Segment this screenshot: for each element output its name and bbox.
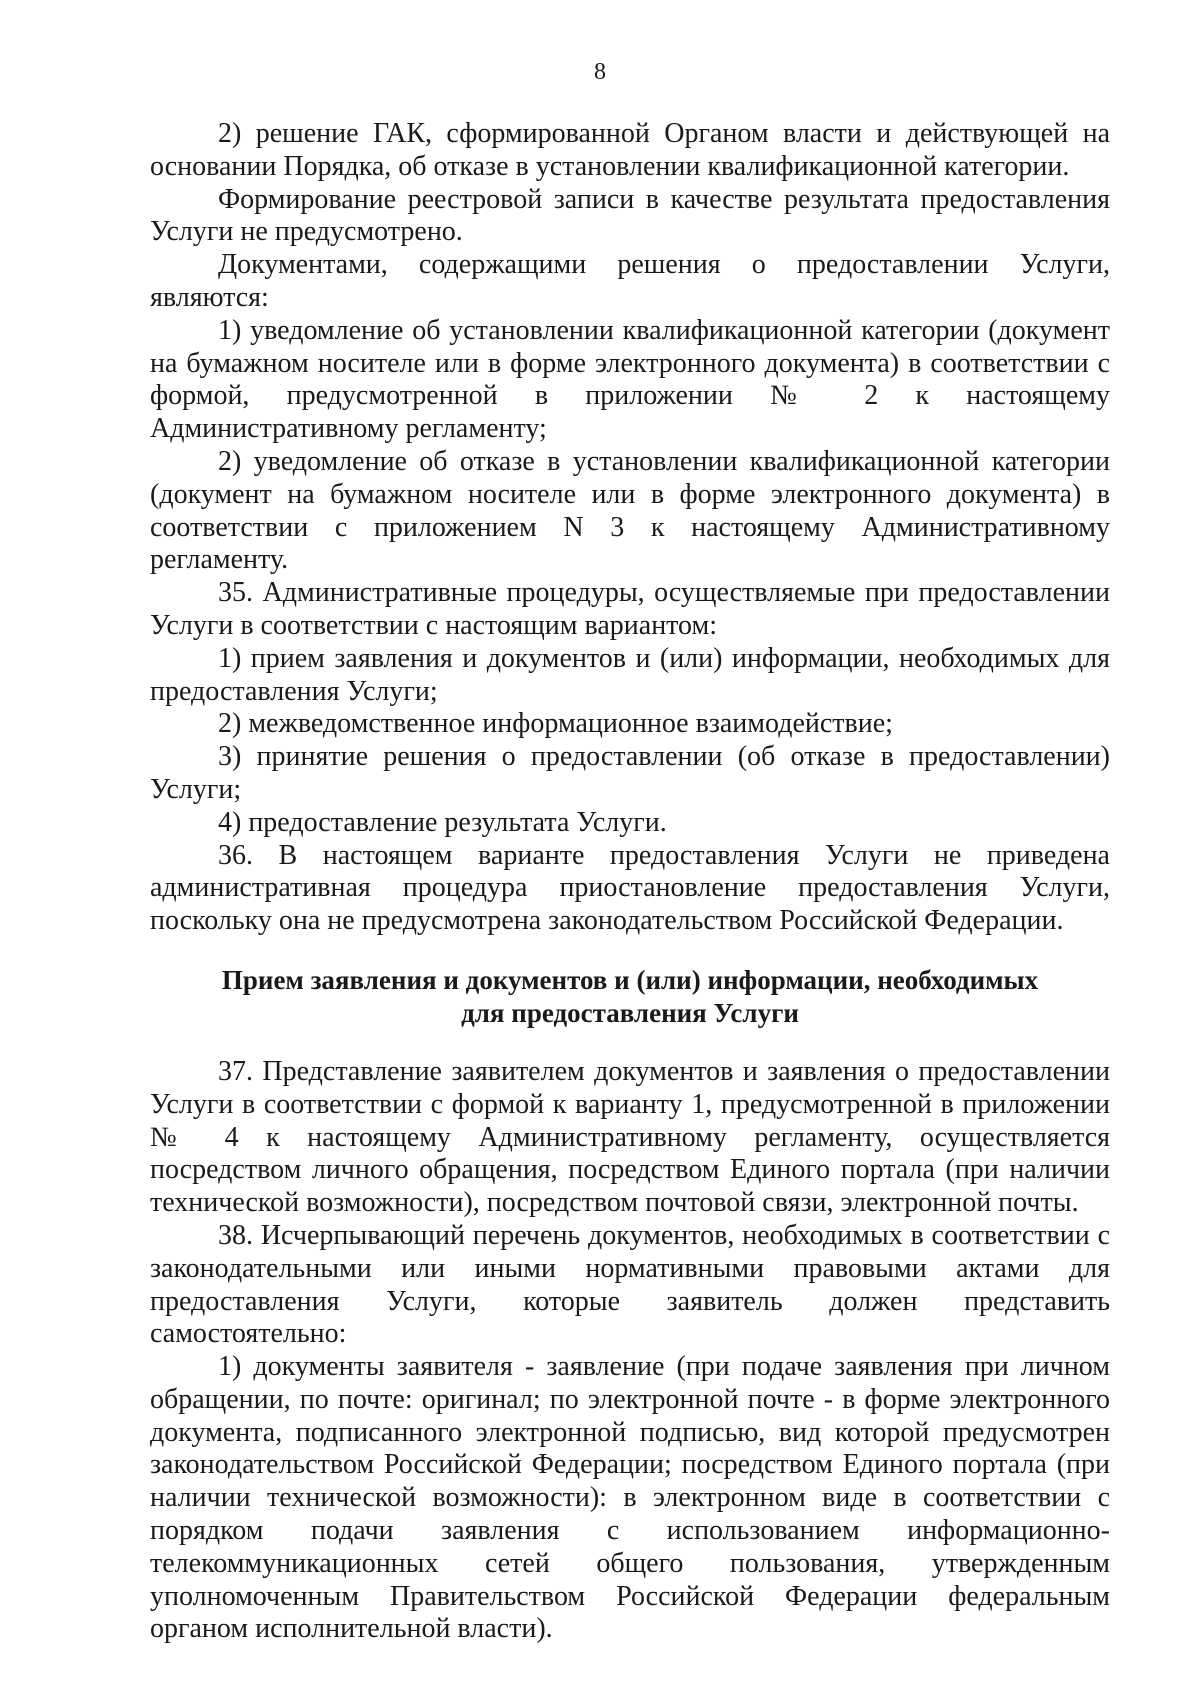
paragraph-procedure-3: 3) принятие решения о предоставлении (об отказе в предоставлении) Услуги; xyxy=(150,741,1110,805)
paragraph-applicant-documents: 1) документы заявителя - заявление (при подаче заявления при личном обращении, по почте: оригинал; по электронной почте - в форме электронного документа, подписанного электронной подписью, вид которой предусмотрен законодательством Российской Федерации; посредством Единого портала (при наличии технической возможности): в электронном виде в соответствии с порядком подачи заявления с использованием информационно-телекоммуникационных сетей общего пользования, утвержденным уполномоченным Правительством Российской Федерации федеральным органом исполнительной власти). xyxy=(150,1351,1110,1645)
paragraph-notice-established: 1) уведомление об установлении квалификационной категории (документ на бумажном носителе или в форме электронного документа) в соответствии с формой, предусмотренной в приложении № 2 к настоящему Административному регламенту; xyxy=(150,314,1110,445)
paragraph-item-35: 35. Административные процедуры, осуществляемые при предоставлении Услуги в соответствии с настоящим вариантом: xyxy=(150,577,1110,641)
paragraph-procedure-4: 4) предоставление результата Услуги. xyxy=(218,806,667,838)
page-number: 8 xyxy=(594,59,606,85)
paragraph-gak-refusal: 2) решение ГАК, сформированной Органом власти и действующей на основании Порядка, об отказе в установлении квалификационной категории. xyxy=(150,118,1110,182)
document-body xyxy=(150,118,1110,1646)
paragraph-procedure-1: 1) прием заявления и документов и (или) информации, необходимых для предоставления Услуги; xyxy=(150,642,1110,707)
section-heading xyxy=(150,964,1110,1030)
paragraph-item-36: 36. В настоящем варианте предоставления Услуги не приведена административная процедура приостановление предоставления Услуги, поскольку она не предусмотрена законодательством Российской Федерации. xyxy=(150,839,1110,937)
section-heading-line2: для предоставления Услуги xyxy=(461,997,799,1028)
paragraph-procedure-2: 2) межведомственное информационное взаимодействие; xyxy=(218,708,893,740)
paragraph-registry-record: Формирование реестровой записи в качестве результата предоставления Услуги не предусмотрено. xyxy=(150,183,1110,248)
paragraph-item-37: 37. Представление заявителем документов и заявления о предоставлении Услуги в соответствии с формой к варианту 1, предусмотренной в приложении № 4 к настоящему Административному регламенту, осуществляется посредством личного обращения, посредством Единого портала (при наличии технической возможности), посредством почтовой связи, электронной почты. xyxy=(150,1055,1110,1219)
section-heading-line1: Прием заявления и документов и (или) информации, необходимых xyxy=(221,964,1039,995)
paragraph-item-38: 38. Исчерпывающий перечень документов, необходимых в соответствии с законодательными или иными нормативными правовыми актами для предоставления Услуги, которые заявитель должен представить самостоятельно: xyxy=(150,1219,1110,1350)
paragraph-notice-refusal: 2) уведомление об отказе в установлении квалификационной категории (документ на бумажном носителе или в форме электронного документа) в соответствии с приложением N 3 к настоящему Административному регламенту. xyxy=(150,445,1110,576)
paragraph-decision-documents: Документами, содержащими решения о предоставлении Услуги, являются: xyxy=(150,249,1110,313)
